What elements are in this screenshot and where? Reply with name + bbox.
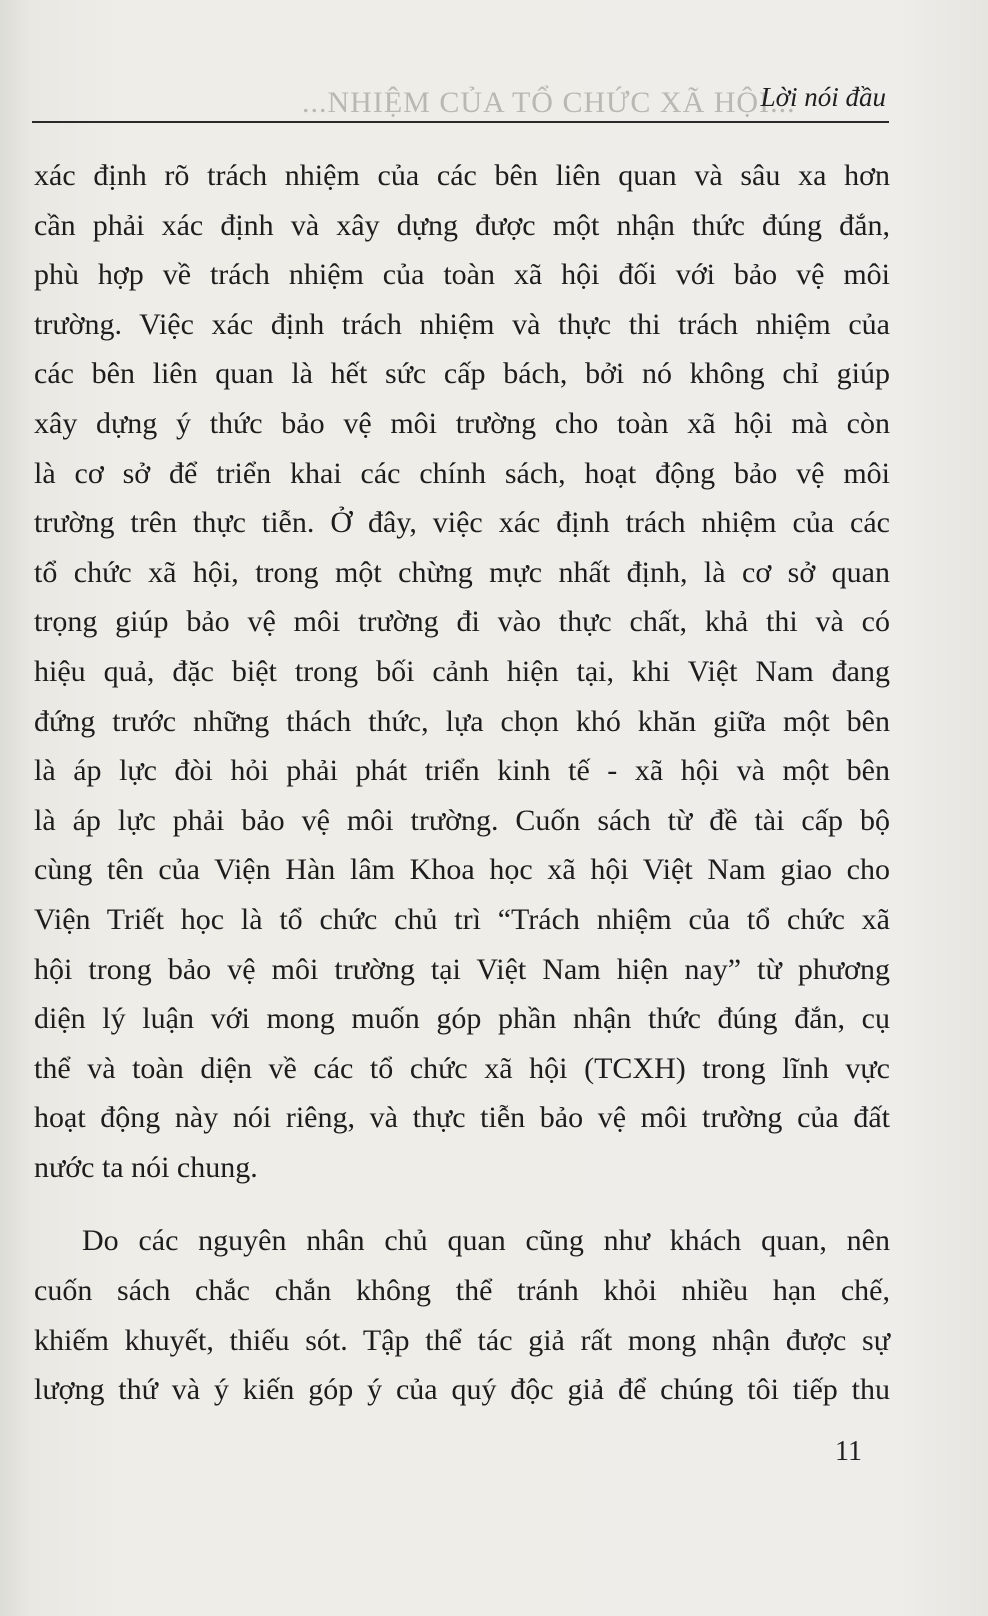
text-line: tổ chức xã hội, trong một chừng mực nhất định, là cơ sở quan <box>34 555 890 589</box>
text-line: các bên liên quan là hết sức cấp bách, bởi nó không chỉ giúp <box>34 357 890 391</box>
text-line: phù hợp về trách nhiệm của toàn xã hội đối với bảo vệ môi <box>34 258 890 292</box>
text-line: diện lý luận với mong muốn góp phần nhận thức đúng đắn, cụ <box>34 1002 890 1036</box>
text-line: trọng giúp bảo vệ môi trường đi vào thực chất, khả thi và có <box>34 605 890 639</box>
text-line: nước ta nói chung. <box>34 1150 258 1184</box>
paragraph-spacer <box>34 1192 890 1216</box>
text-line: là áp lực đòi hỏi phải phát triển kinh tế - xã hội và một bên <box>34 754 890 788</box>
paragraph-1 <box>34 151 890 1192</box>
text-line: hiệu quả, đặc biệt trong bối cảnh hiện tại, khi Việt Nam đang <box>34 654 890 688</box>
text-line: Do các nguyên nhân chủ quan cũng như khách quan, nên <box>82 1224 890 1258</box>
header-rule <box>32 121 889 123</box>
text-line: cuốn sách chắc chắn không thể tránh khỏi nhiều hạn chế, <box>34 1274 890 1308</box>
text-line: trường. Việc xác định trách nhiệm và thực thi trách nhiệm của <box>34 307 890 341</box>
text-line: xác định rõ trách nhiệm của các bên liên quan và sâu xa hơn <box>34 159 890 192</box>
text-line: là áp lực phải bảo vệ môi trường. Cuốn sách từ đề tài cấp bộ <box>34 803 890 837</box>
text-line: đứng trước những thách thức, lựa chọn khó khăn giữa một bên <box>34 704 890 738</box>
bleed-through-title: ...NHIỆM CỦA TỔ CHỨC XÃ HỘI... <box>302 86 796 119</box>
running-header <box>32 82 888 122</box>
body-text <box>34 151 890 1415</box>
page-number: 11 <box>835 1436 862 1467</box>
text-line: cần phải xác định và xây dựng được một nhận thức đúng đắn, <box>34 208 890 242</box>
text-line: cùng tên của Viện Hàn lâm Khoa học xã hội Việt Nam giao cho <box>34 853 890 887</box>
section-title: Lời nói đầu <box>760 82 886 112</box>
text-line: hoạt động này nói riêng, và thực tiễn bảo vệ môi trường của đất <box>34 1101 890 1135</box>
text-line: Viện Triết học là tổ chức chủ trì “Trách nhiệm của tổ chức xã <box>34 902 890 936</box>
text-line: thể và toàn diện về các tổ chức xã hội (TCXH) trong lĩnh vực <box>34 1051 890 1085</box>
text-line: khiếm khuyết, thiếu sót. Tập thể tác giả rất mong nhận được sự <box>34 1323 890 1357</box>
text-line: hội trong bảo vệ môi trường tại Việt Nam hiện nay” từ phương <box>34 952 890 986</box>
text-line: trường trên thực tiễn. Ở đây, việc xác định trách nhiệm của các <box>34 506 890 540</box>
text-line: là cơ sở để triển khai các chính sách, hoạt động bảo vệ môi <box>34 456 890 490</box>
paragraph-2 <box>34 1216 890 1414</box>
text-line: lượng thứ và ý kiến góp ý của quý độc giả để chúng tôi tiếp thu <box>34 1373 890 1407</box>
text-line: xây dựng ý thức bảo vệ môi trường cho toàn xã hội mà còn <box>34 406 890 440</box>
